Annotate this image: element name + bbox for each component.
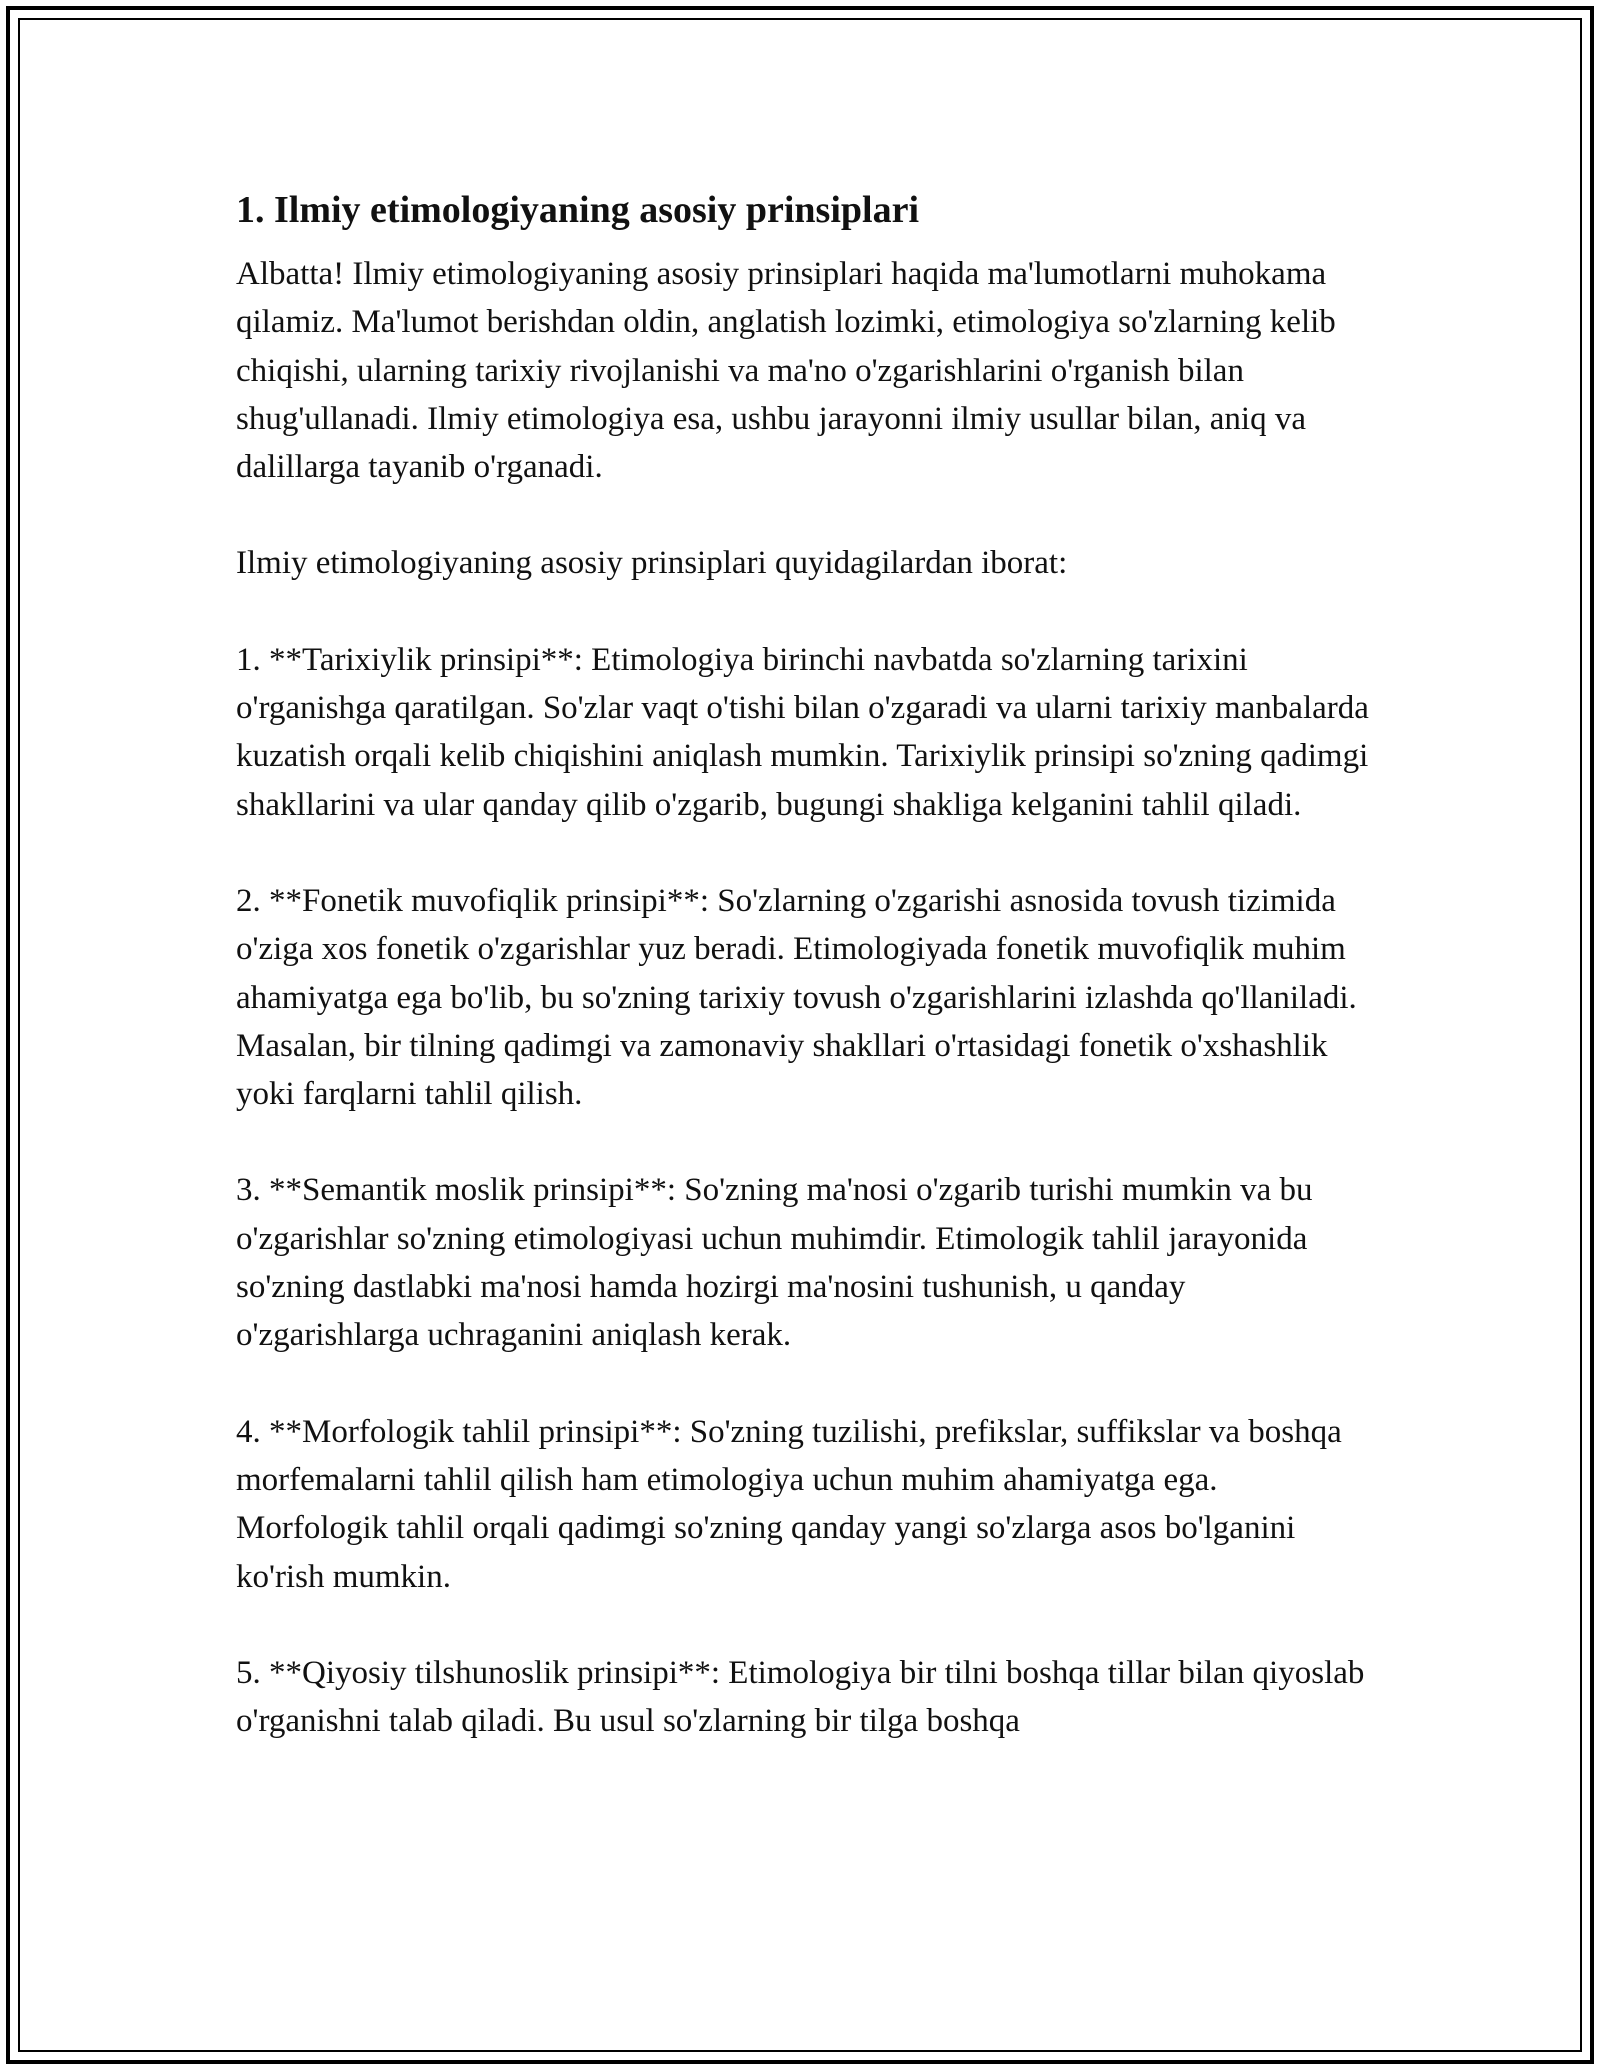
document-heading: 1. Ilmiy etimologiyaning asosiy prinsiplari bbox=[236, 189, 920, 231]
principle-3-paragraph: 3. **Semantik moslik prinsipi**: So'zning ma'nosi o'zgarib turishi mumkin va bu o'zgarishlar so'zning etimologiyasi uchun muhimdir. Etimologik tahlil jarayonida so'zning dastlabki ma'nosi hamda hozirgi ma'nosini tushunish, u qanday o'zgarishlarga uchraganini aniqlash kerak. bbox=[236, 1172, 1313, 1354]
intro-paragraph: Albatta! Ilmiy etimologiyaning asosiy prinsiplari haqida ma'lumotlarni muhokama qilamiz. Ma'lumot berishdan oldin, anglatish lozimki, etimologiya so'zlarning kelib chiqishi, ularning tarixiy rivojlanishi va ma'no o'zgarishlarini o'rganish bilan shug'ullanadi. Ilmiy etimologiya esa, ushbu jarayonni ilmiy usullar bilan, aniq va dalillarga tayanib o'rganadi. bbox=[236, 256, 1336, 486]
principle-2-paragraph: 2. **Fonetik muvofiqlik prinsipi**: So'zlarning o'zgarishi asnosida tovush tizimida o'ziga xos fonetik o'zgarishlar yuz beradi. Etimologiyada fonetik muvofiqlik muhim ahamiyatga ega bo'lib, bu so'zning tarixiy tovush o'zgarishlarini izlashda qo'llaniladi. Masalan, bir tilning qadimgi va zamonaviy shakllari o'rtasidagi fonetik o'xshashlik yoki farqlarni tahlil qilish. bbox=[236, 882, 1357, 1113]
principle-1-paragraph: 1. **Tarixiylik prinsipi**: Etimologiya birinchi navbatda so'zlarning tarixini o'rganishga qaratilgan. So'zlar vaqt o'tishi bilan o'zgaradi va ularni tarixiy manbalarda kuzatish orqali kelib chiqishini aniqlash mumkin. Tarixiylik prinsipi so'zning qadimgi shakllarini va ular qanday qilib o'zgarib, bugungi shakliga kelganini tahlil qiladi. bbox=[236, 641, 1369, 823]
principle-5-paragraph: 5. **Qiyosiy tilshunoslik prinsipi**: Etimologiya bir tilni boshqa tillar bilan qiyoslab o'rganishni talab qiladi. Bu usul so'zlarning bir tilga boshqa bbox=[236, 1654, 1365, 1740]
principle-4-paragraph: 4. **Morfologik tahlil prinsipi**: So'zning tuzilishi, prefikslar, suffikslar va boshqa morfemalarni tahlil qilish ham etimologiya uchun muhim ahamiyatga ega. Morfologik tahlil orqali qadimgi so'zning qanday yangi so'zlarga asos bo'lganini ko'rish mumkin. bbox=[236, 1413, 1342, 1595]
principles-lead-paragraph: Ilmiy etimologiyaning asosiy prinsiplari quyidagilardan iborat: bbox=[236, 545, 1068, 582]
document-body bbox=[236, 186, 1376, 1793]
